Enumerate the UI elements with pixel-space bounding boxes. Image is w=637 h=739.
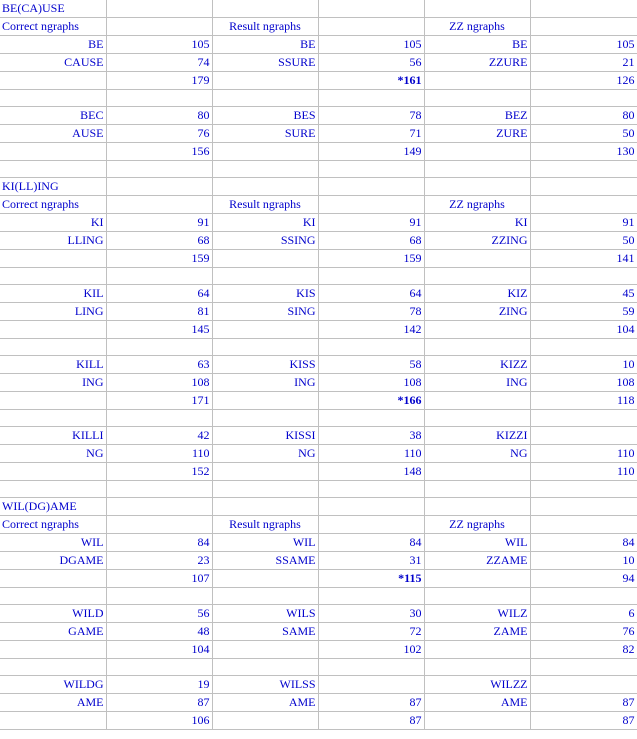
count-cell[interactable]: 91 (530, 214, 637, 232)
empty-cell[interactable] (212, 0, 318, 18)
count-cell[interactable]: 74 (106, 54, 212, 72)
count-cell[interactable]: 87 (106, 694, 212, 712)
total-cell[interactable]: 130 (530, 143, 637, 161)
total-cell[interactable]: 142 (318, 321, 424, 339)
empty-cell[interactable] (0, 641, 106, 659)
ngraph-cell[interactable]: ING (424, 374, 530, 392)
empty-row (0, 588, 637, 605)
ngraph-cell[interactable]: SURE (212, 125, 318, 143)
empty-cell[interactable] (106, 0, 212, 18)
count-cell[interactable]: 58 (318, 356, 424, 374)
ngraph-cell[interactable]: KIS (212, 285, 318, 303)
count-cell[interactable]: 80 (106, 107, 212, 125)
total-cell[interactable]: 82 (530, 641, 637, 659)
column-header-row (0, 516, 637, 534)
ngraph-cell[interactable]: KISSI (212, 427, 318, 445)
empty-cell[interactable] (212, 588, 318, 605)
section-title-cell[interactable]: WIL(DG)AME (0, 498, 106, 516)
ngraph-cell[interactable]: ZZURE (424, 54, 530, 72)
total-cell[interactable]: 87 (318, 712, 424, 730)
count-cell[interactable]: 110 (530, 445, 637, 463)
ngraph-cell[interactable]: AME (212, 694, 318, 712)
column-header-cell[interactable]: Correct ngraphs (0, 516, 106, 534)
count-cell[interactable]: 38 (318, 427, 424, 445)
empty-cell[interactable] (318, 498, 424, 516)
count-cell[interactable]: 108 (530, 374, 637, 392)
empty-cell[interactable] (530, 481, 637, 498)
total-row (0, 463, 637, 481)
ngraph-cell[interactable]: NG (0, 445, 106, 463)
empty-cell[interactable] (530, 90, 637, 107)
count-cell[interactable]: 31 (318, 552, 424, 570)
empty-cell[interactable] (424, 321, 530, 339)
empty-cell[interactable] (106, 90, 212, 107)
empty-cell[interactable] (106, 161, 212, 178)
empty-cell[interactable] (530, 339, 637, 356)
total-row (0, 712, 637, 730)
ngraph-row (0, 694, 637, 712)
ngraph-cell[interactable]: KI (0, 214, 106, 232)
empty-cell[interactable] (106, 178, 212, 196)
ngraph-cell[interactable]: KI (424, 214, 530, 232)
total-cell[interactable]: 104 (530, 321, 637, 339)
ngraph-row (0, 445, 637, 463)
ngraph-cell[interactable]: AME (0, 694, 106, 712)
count-cell[interactable]: 23 (106, 552, 212, 570)
ngraph-row (0, 623, 637, 641)
ngraph-row (0, 356, 637, 374)
empty-cell[interactable] (212, 161, 318, 178)
empty-row (0, 410, 637, 427)
empty-row (0, 481, 637, 498)
ngraph-cell[interactable]: LLING (0, 232, 106, 250)
empty-cell[interactable] (212, 90, 318, 107)
empty-cell[interactable] (0, 143, 106, 161)
total-cell[interactable]: 159 (318, 250, 424, 268)
empty-cell[interactable] (0, 712, 106, 730)
ngraph-row (0, 427, 637, 445)
ngraph-cell[interactable]: WIL (212, 534, 318, 552)
empty-cell[interactable] (318, 0, 424, 18)
ngraph-cell[interactable]: ZAME (424, 623, 530, 641)
total-cell[interactable]: 102 (318, 641, 424, 659)
total-cell[interactable]: 159 (106, 250, 212, 268)
count-cell[interactable]: 80 (530, 107, 637, 125)
count-cell[interactable]: 21 (530, 54, 637, 72)
column-header-cell[interactable]: Result ngraphs (212, 516, 318, 534)
count-cell[interactable]: 71 (318, 125, 424, 143)
ngraph-row (0, 374, 637, 392)
ngraph-cell[interactable]: WILDG (0, 676, 106, 694)
total-cell[interactable]: 145 (106, 321, 212, 339)
total-cell[interactable]: 148 (318, 463, 424, 481)
count-cell[interactable]: 10 (530, 356, 637, 374)
total-row (0, 250, 637, 268)
ngraph-row (0, 534, 637, 552)
empty-cell[interactable] (318, 196, 424, 214)
empty-cell[interactable] (106, 481, 212, 498)
ngraph-cell[interactable]: KIZ (424, 285, 530, 303)
total-cell[interactable]: 179 (106, 72, 212, 90)
ngraph-row (0, 303, 637, 321)
empty-cell[interactable] (530, 0, 637, 18)
empty-cell[interactable] (318, 18, 424, 36)
empty-cell[interactable] (318, 516, 424, 534)
total-cell[interactable]: 141 (530, 250, 637, 268)
ngraph-cell[interactable]: DGAME (0, 552, 106, 570)
empty-cell[interactable] (212, 481, 318, 498)
empty-cell[interactable] (0, 321, 106, 339)
ngraph-cell[interactable]: AME (424, 694, 530, 712)
ngraph-cell[interactable]: WILZ (424, 605, 530, 623)
empty-cell[interactable] (318, 268, 424, 285)
ngraph-row (0, 285, 637, 303)
count-cell[interactable]: 50 (530, 125, 637, 143)
ngraph-cell[interactable]: NG (424, 445, 530, 463)
total-cell[interactable]: 94 (530, 570, 637, 588)
empty-cell[interactable] (0, 659, 106, 676)
ngraph-cell[interactable]: ZZAME (424, 552, 530, 570)
ngraph-cell[interactable]: WIL (0, 534, 106, 552)
total-cell[interactable]: 106 (106, 712, 212, 730)
section-title-row (0, 178, 637, 196)
total-cell[interactable]: 118 (530, 392, 637, 410)
count-cell[interactable]: 105 (318, 36, 424, 54)
ngraph-cell[interactable]: LING (0, 303, 106, 321)
total-cell[interactable]: 107 (106, 570, 212, 588)
count-cell[interactable]: 72 (318, 623, 424, 641)
ngraph-cell[interactable]: BE (0, 36, 106, 54)
count-cell[interactable]: 87 (318, 694, 424, 712)
empty-row (0, 659, 637, 676)
empty-cell[interactable] (106, 588, 212, 605)
empty-cell[interactable] (212, 250, 318, 268)
empty-cell[interactable] (212, 410, 318, 427)
count-cell[interactable]: 56 (318, 54, 424, 72)
empty-cell[interactable] (0, 463, 106, 481)
ngraph-row (0, 232, 637, 250)
ngraph-row (0, 54, 637, 72)
empty-cell[interactable] (318, 481, 424, 498)
empty-cell[interactable] (424, 498, 530, 516)
ngraph-cell[interactable]: WILS (212, 605, 318, 623)
count-cell[interactable]: 19 (106, 676, 212, 694)
empty-cell[interactable] (212, 178, 318, 196)
empty-cell[interactable] (318, 161, 424, 178)
empty-cell[interactable] (212, 143, 318, 161)
empty-cell[interactable] (0, 72, 106, 90)
count-cell[interactable]: 63 (106, 356, 212, 374)
ngraph-cell[interactable]: SING (212, 303, 318, 321)
ngraph-cell[interactable]: KILL (0, 356, 106, 374)
column-header-cell[interactable]: ZZ ngraphs (424, 516, 530, 534)
ngraph-cell[interactable]: KIL (0, 285, 106, 303)
count-cell[interactable]: 59 (530, 303, 637, 321)
empty-cell[interactable] (424, 392, 530, 410)
empty-row (0, 268, 637, 285)
ngraph-cell[interactable]: BES (212, 107, 318, 125)
empty-cell[interactable] (212, 268, 318, 285)
empty-cell[interactable] (424, 0, 530, 18)
empty-cell[interactable] (0, 392, 106, 410)
count-cell[interactable]: 84 (530, 534, 637, 552)
ngraph-cell[interactable]: KIZZ (424, 356, 530, 374)
empty-cell[interactable] (530, 196, 637, 214)
section-title-cell[interactable]: KI(LL)ING (0, 178, 106, 196)
empty-cell[interactable] (318, 410, 424, 427)
empty-cell[interactable] (106, 659, 212, 676)
ngraph-cell[interactable]: KISS (212, 356, 318, 374)
column-header-row (0, 196, 637, 214)
ngraph-cell[interactable]: ZZING (424, 232, 530, 250)
empty-cell[interactable] (530, 659, 637, 676)
count-cell[interactable]: 84 (318, 534, 424, 552)
ngraph-row (0, 552, 637, 570)
empty-cell[interactable] (424, 161, 530, 178)
total-row (0, 641, 637, 659)
ngraph-cell[interactable]: KIZZI (424, 427, 530, 445)
empty-cell[interactable] (530, 410, 637, 427)
count-cell[interactable]: 81 (106, 303, 212, 321)
ngraph-row (0, 125, 637, 143)
empty-cell[interactable] (212, 339, 318, 356)
ngraph-cell[interactable]: SSURE (212, 54, 318, 72)
empty-cell[interactable] (530, 588, 637, 605)
count-cell[interactable]: 6 (530, 605, 637, 623)
column-header-cell[interactable]: ZZ ngraphs (424, 196, 530, 214)
count-cell[interactable]: 64 (318, 285, 424, 303)
empty-cell[interactable] (212, 712, 318, 730)
empty-cell[interactable] (424, 712, 530, 730)
empty-cell[interactable] (0, 268, 106, 285)
section-title-cell[interactable]: BE(CA)USE (0, 0, 106, 18)
ngraph-cell[interactable]: BEZ (424, 107, 530, 125)
total-cell[interactable]: 126 (530, 72, 637, 90)
ngraph-row (0, 676, 637, 694)
empty-cell[interactable] (424, 481, 530, 498)
empty-cell[interactable] (530, 498, 637, 516)
count-cell[interactable]: 76 (530, 623, 637, 641)
empty-cell[interactable] (0, 481, 106, 498)
count-cell[interactable]: 78 (318, 107, 424, 125)
count-cell[interactable]: 108 (106, 374, 212, 392)
empty-cell[interactable] (212, 463, 318, 481)
count-cell[interactable]: 105 (106, 36, 212, 54)
empty-cell[interactable] (424, 410, 530, 427)
count-cell[interactable]: 30 (318, 605, 424, 623)
total-cell[interactable]: 149 (318, 143, 424, 161)
total-cell[interactable]: 152 (106, 463, 212, 481)
empty-cell[interactable] (106, 410, 212, 427)
ngraph-cell[interactable]: GAME (0, 623, 106, 641)
empty-cell[interactable] (0, 588, 106, 605)
empty-cell[interactable] (424, 641, 530, 659)
count-cell[interactable]: 84 (106, 534, 212, 552)
empty-cell[interactable] (212, 392, 318, 410)
empty-cell[interactable] (530, 18, 637, 36)
count-cell[interactable]: 42 (106, 427, 212, 445)
ngraph-cell[interactable]: ING (212, 374, 318, 392)
empty-cell[interactable] (530, 516, 637, 534)
empty-cell[interactable] (106, 339, 212, 356)
count-cell[interactable]: 91 (106, 214, 212, 232)
total-cell[interactable]: 110 (530, 463, 637, 481)
ngraph-cell[interactable]: CAUSE (0, 54, 106, 72)
section-title-row (0, 498, 637, 516)
empty-cell[interactable] (212, 72, 318, 90)
empty-cell[interactable] (106, 18, 212, 36)
empty-cell[interactable] (212, 659, 318, 676)
ngraph-cell[interactable]: AUSE (0, 125, 106, 143)
ngraph-cell[interactable]: ZING (424, 303, 530, 321)
ngraph-cell[interactable]: WIL (424, 534, 530, 552)
empty-cell[interactable] (106, 498, 212, 516)
count-cell[interactable]: 50 (530, 232, 637, 250)
empty-cell[interactable] (0, 410, 106, 427)
empty-cell[interactable] (424, 339, 530, 356)
total-cell[interactable]: 104 (106, 641, 212, 659)
empty-cell[interactable] (212, 641, 318, 659)
empty-row (0, 339, 637, 356)
ngraph-cell[interactable]: WILD (0, 605, 106, 623)
count-cell[interactable]: 68 (106, 232, 212, 250)
empty-cell[interactable] (530, 161, 637, 178)
column-header-cell[interactable]: Result ngraphs (212, 18, 318, 36)
empty-cell[interactable] (530, 178, 637, 196)
empty-cell[interactable] (424, 90, 530, 107)
ngraph-cell[interactable]: SSAME (212, 552, 318, 570)
empty-cell[interactable] (424, 588, 530, 605)
ngraph-cell[interactable]: ING (0, 374, 106, 392)
empty-cell[interactable] (424, 143, 530, 161)
empty-row (0, 90, 637, 107)
empty-cell[interactable] (106, 268, 212, 285)
ngraph-cell[interactable]: BEC (0, 107, 106, 125)
count-cell[interactable]: 105 (530, 36, 637, 54)
ngraph-cell[interactable]: BE (212, 36, 318, 54)
total-cell[interactable]: *161 (318, 72, 424, 90)
count-cell[interactable]: 56 (106, 605, 212, 623)
ngraph-cell[interactable]: KILLI (0, 427, 106, 445)
count-cell[interactable]: 110 (106, 445, 212, 463)
count-cell[interactable]: 48 (106, 623, 212, 641)
count-cell[interactable]: 87 (530, 694, 637, 712)
empty-cell[interactable] (424, 72, 530, 90)
empty-cell[interactable] (0, 161, 106, 178)
empty-cell[interactable] (0, 90, 106, 107)
ngraph-row (0, 36, 637, 54)
empty-cell[interactable] (0, 570, 106, 588)
ngraph-row (0, 605, 637, 623)
empty-cell[interactable] (318, 339, 424, 356)
total-cell[interactable]: *115 (318, 570, 424, 588)
empty-cell[interactable] (106, 196, 212, 214)
empty-row (0, 161, 637, 178)
count-cell[interactable]: 108 (318, 374, 424, 392)
empty-cell[interactable] (0, 339, 106, 356)
ngraph-cell[interactable]: ZURE (424, 125, 530, 143)
empty-cell[interactable] (318, 588, 424, 605)
empty-cell[interactable] (212, 498, 318, 516)
section-title-row (0, 0, 637, 18)
empty-cell[interactable] (424, 463, 530, 481)
empty-cell[interactable] (424, 659, 530, 676)
ngraph-cell[interactable]: KI (212, 214, 318, 232)
empty-cell[interactable] (424, 268, 530, 285)
count-cell[interactable]: 78 (318, 303, 424, 321)
count-cell[interactable] (318, 676, 424, 694)
empty-cell[interactable] (530, 268, 637, 285)
ngraph-row (0, 214, 637, 232)
count-cell[interactable]: 91 (318, 214, 424, 232)
count-cell[interactable]: 64 (106, 285, 212, 303)
empty-cell[interactable] (106, 516, 212, 534)
ngraph-cell[interactable]: WILZZ (424, 676, 530, 694)
ngraph-cell[interactable]: SSING (212, 232, 318, 250)
empty-cell[interactable] (318, 178, 424, 196)
ngraph-cell[interactable]: NG (212, 445, 318, 463)
empty-cell[interactable] (424, 178, 530, 196)
column-header-cell[interactable]: ZZ ngraphs (424, 18, 530, 36)
empty-cell[interactable] (212, 321, 318, 339)
empty-cell[interactable] (424, 250, 530, 268)
count-cell[interactable]: 110 (318, 445, 424, 463)
empty-cell[interactable] (0, 250, 106, 268)
total-row (0, 570, 637, 588)
count-cell[interactable]: 68 (318, 232, 424, 250)
column-header-cell[interactable]: Result ngraphs (212, 196, 318, 214)
ngraph-cell[interactable]: WILSS (212, 676, 318, 694)
total-cell[interactable]: *166 (318, 392, 424, 410)
total-cell[interactable]: 171 (106, 392, 212, 410)
count-cell[interactable]: 10 (530, 552, 637, 570)
ngraph-cell[interactable]: BE (424, 36, 530, 54)
count-cell[interactable]: 76 (106, 125, 212, 143)
ngraph-row (0, 107, 637, 125)
total-row (0, 143, 637, 161)
total-row (0, 392, 637, 410)
total-cell[interactable]: 87 (530, 712, 637, 730)
empty-cell[interactable] (318, 659, 424, 676)
column-header-cell[interactable]: Correct ngraphs (0, 18, 106, 36)
column-header-cell[interactable]: Correct ngraphs (0, 196, 106, 214)
ngraph-cell[interactable]: SAME (212, 623, 318, 641)
count-cell[interactable] (530, 676, 637, 694)
empty-cell[interactable] (212, 570, 318, 588)
total-row (0, 321, 637, 339)
empty-cell[interactable] (318, 90, 424, 107)
total-row (0, 72, 637, 90)
total-cell[interactable]: 156 (106, 143, 212, 161)
count-cell[interactable] (530, 427, 637, 445)
count-cell[interactable]: 45 (530, 285, 637, 303)
empty-cell[interactable] (424, 570, 530, 588)
column-header-row (0, 18, 637, 36)
